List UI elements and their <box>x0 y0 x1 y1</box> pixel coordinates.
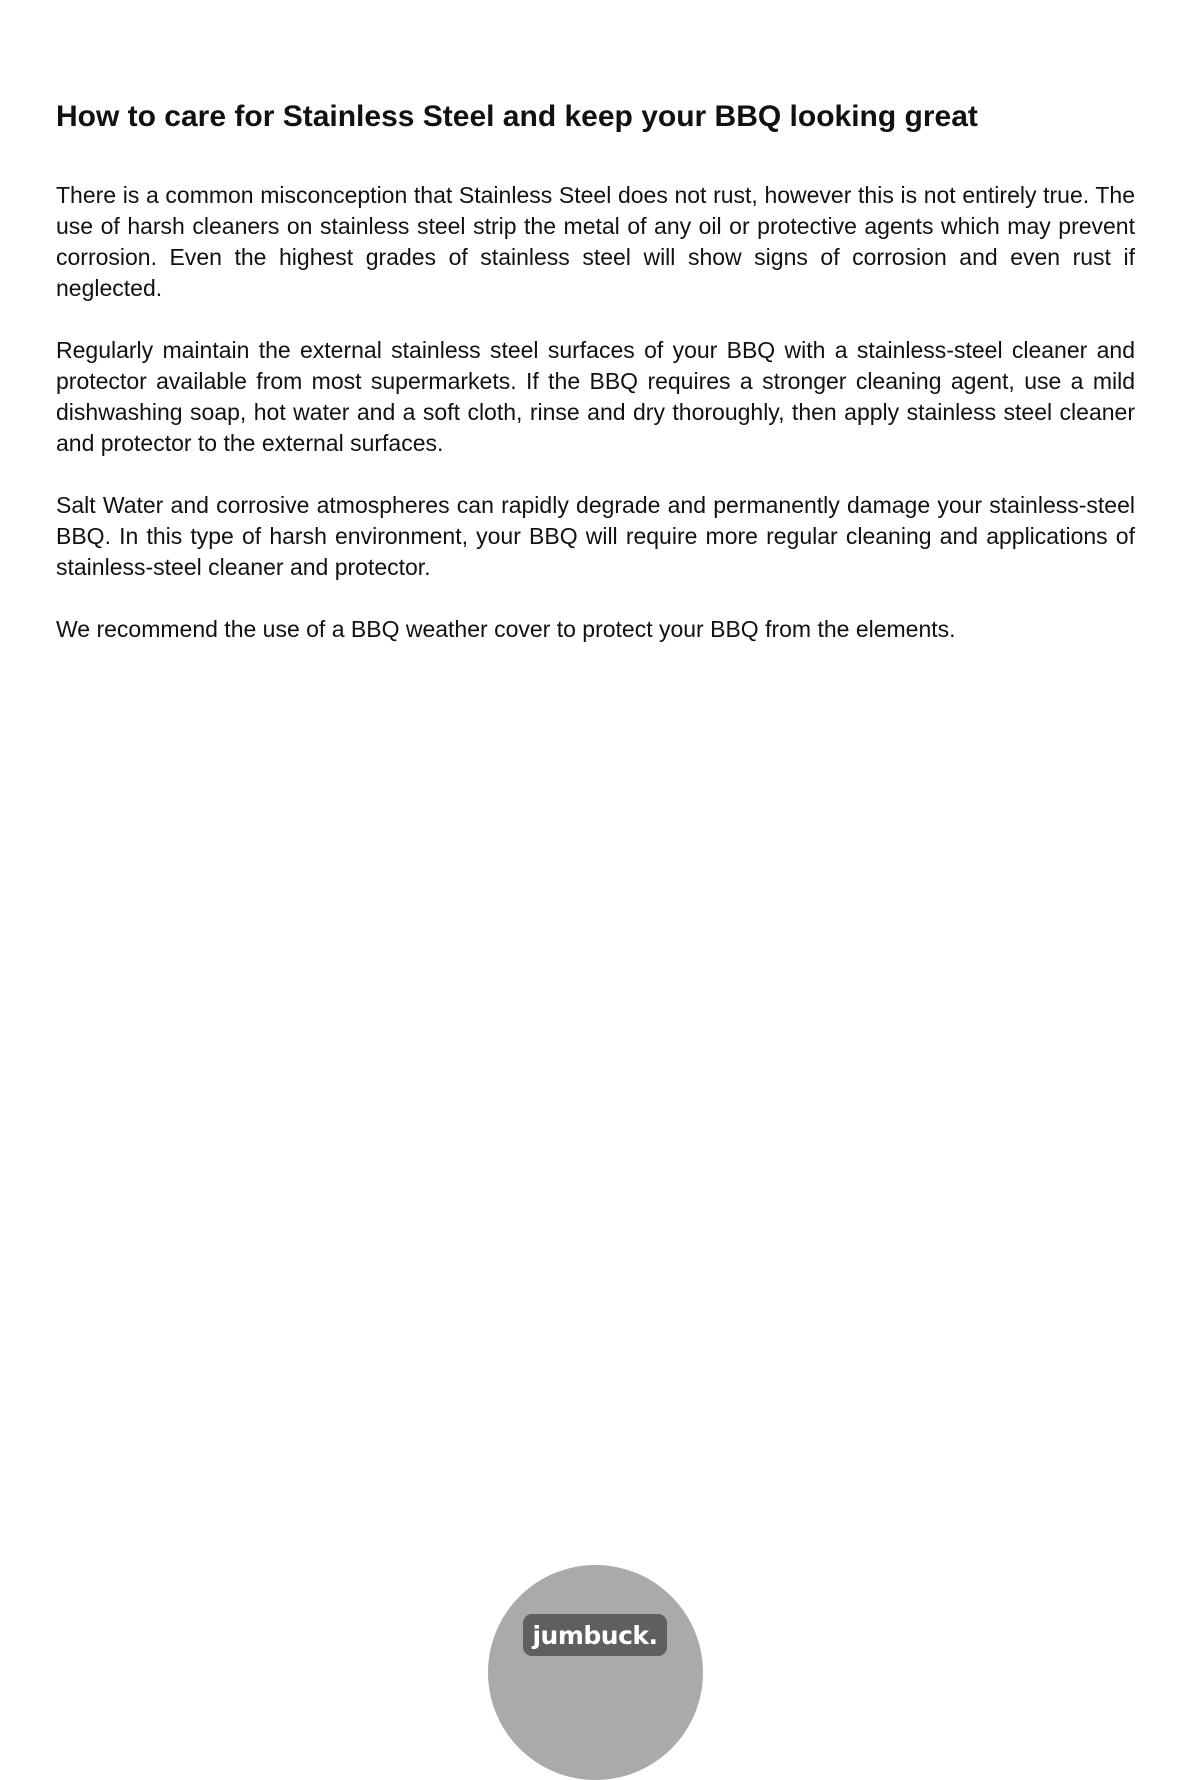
footer-badge <box>488 1565 703 1780</box>
paragraph-weather-cover: We recommend the use of a BBQ weather cover to protect your BBQ from the elements. <box>56 616 956 642</box>
page-title: How to care for Stainless Steel and keep your BBQ looking great <box>56 100 978 133</box>
jumbuck-logo <box>523 1614 667 1656</box>
paragraph-salt-water: Salt Water and corrosive atmospheres can rapidly degrade and permanently damage your stainless-steel BBQ. In this type of harsh environment, your BBQ will require more regular cleaning and applications of stainless-steel cleaner and protector. <box>56 492 1135 580</box>
logo-text: jumbuck. <box>532 1620 658 1650</box>
document-content <box>56 96 1135 676</box>
body-text <box>56 180 1135 645</box>
paragraph-maintenance: Regularly maintain the external stainless steel surfaces of your BBQ with a stainless-steel cleaner and protector available from most supermarkets. If the BBQ requires a stronger cleaning agent, use a mild dishwashing soap, hot water and a soft cloth, rinse and dry thoroughly, then apply stainless steel cleaner and protector to the external surfaces. <box>56 337 1135 456</box>
paragraph-misconception: There is a common misconception that Stainless Steel does not rust, however this is not entirely true. The use of harsh cleaners on stainless steel strip the metal of any oil or protective agents which may prevent corrosion. Even the highest grades of stainless steel will show signs of corrosion and even rust if neglected. <box>56 182 1135 301</box>
